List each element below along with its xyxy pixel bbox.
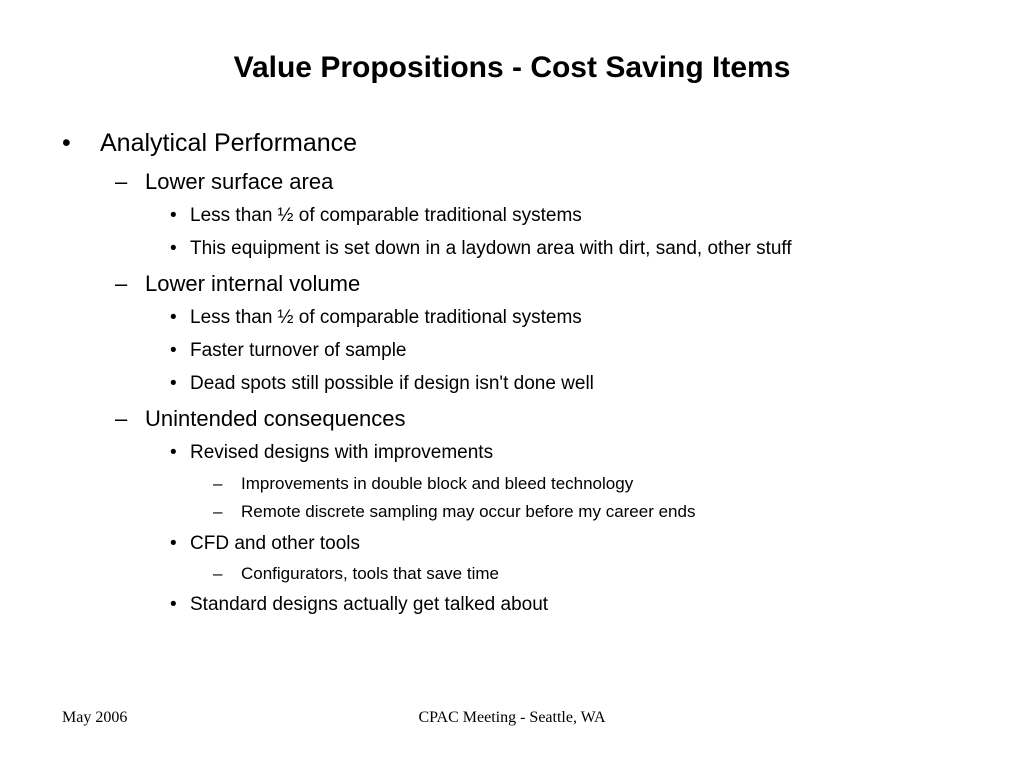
- bullet-analytical-performance: [62, 128, 358, 158]
- bullet-uc-item-1-sub-2: [213, 501, 696, 523]
- bullet-text: Less than ½ of comparable traditional systems: [190, 307, 582, 328]
- bullet-marker: •: [170, 307, 177, 328]
- bullet-uc-item-2-sub-1: [213, 563, 499, 585]
- bullet-text: Faster turnover of sample: [190, 340, 407, 361]
- bullet-liv-item-2: [170, 339, 407, 363]
- footer-event: CPAC Meeting - Seattle, WA: [418, 709, 606, 726]
- bullet-uc-item-1-sub-1: [213, 473, 634, 495]
- dash-marker: –: [115, 406, 128, 431]
- dash-marker: –: [115, 271, 128, 296]
- bullet-marker: •: [170, 594, 177, 615]
- bullet-lower-internal-volume: [115, 270, 361, 298]
- bullet-marker: •: [170, 238, 177, 259]
- dash-marker: –: [213, 502, 223, 521]
- bullet-marker: •: [170, 442, 177, 463]
- bullet-text: Revised designs with improvements: [190, 442, 494, 463]
- bullet-liv-item-1: [170, 306, 582, 330]
- bullet-text: Remote discrete sampling may occur before my career ends: [241, 502, 696, 521]
- bullet-lsa-item-1: [170, 204, 582, 228]
- bullet-text: This equipment is set down in a laydown area with dirt, sand, other stuff: [190, 238, 792, 259]
- bullet-text: CFD and other tools: [190, 533, 361, 554]
- bullet-uc-item-3: [170, 593, 549, 617]
- bullet-marker: •: [170, 340, 177, 361]
- bullet-lsa-item-2: [170, 237, 792, 261]
- bullet-uc-item-2: [170, 532, 361, 556]
- bullet-text: Standard designs actually get talked about: [190, 594, 549, 615]
- slide-title: Value Propositions - Cost Saving Items: [233, 51, 791, 84]
- bullet-text: Lower internal volume: [145, 271, 361, 296]
- bullet-uc-item-1: [170, 441, 494, 465]
- bullet-marker: •: [170, 533, 177, 554]
- bullet-text: Less than ½ of comparable traditional systems: [190, 205, 582, 226]
- bullet-lower-surface-area: [115, 168, 334, 196]
- bullet-text: Analytical Performance: [100, 129, 358, 157]
- bullet-liv-item-3: [170, 372, 594, 396]
- bullet-unintended-consequences: [115, 405, 406, 433]
- bullet-marker: •: [62, 129, 71, 157]
- bullet-text: Improvements in double block and bleed technology: [241, 474, 634, 493]
- dash-marker: –: [213, 564, 223, 583]
- bullet-marker: •: [170, 373, 177, 394]
- bullet-text: Unintended consequences: [145, 406, 406, 431]
- bullet-text: Lower surface area: [145, 169, 334, 194]
- bullet-marker: •: [170, 205, 177, 226]
- dash-marker: –: [115, 169, 128, 194]
- bullet-text: Dead spots still possible if design isn't done well: [190, 373, 594, 394]
- footer-date: May 2006: [62, 709, 128, 726]
- dash-marker: –: [213, 474, 223, 493]
- bullet-text: Configurators, tools that save time: [241, 564, 499, 583]
